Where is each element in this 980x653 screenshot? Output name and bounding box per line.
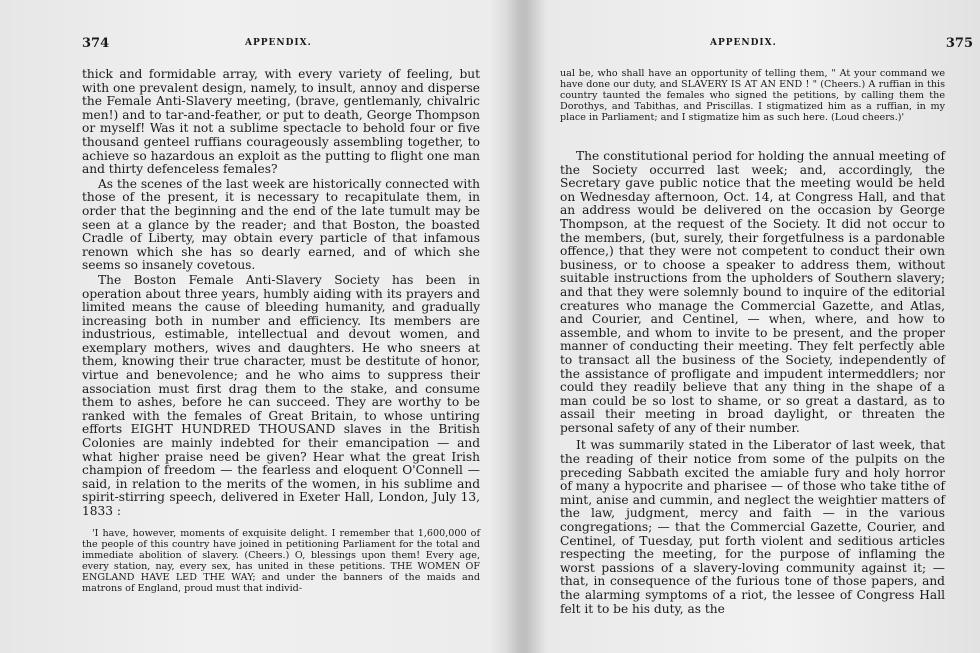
quote-text: 'I have, however, moments of exquisite delight. I remember that 1,600,000 of the people of this country have joined in petitioning Parliament for the total and immediate abolition of slavery. (Cheers.) O, blessings upon them! Every age, every station, nay, every sex, has united in these petitions. THE WOMEN OF ENGLAND HAVE LED THE WAY; and under the banners of the maids and matrons of England, proud must that individ- (82, 528, 480, 594)
running-head (60, 36, 480, 56)
running-head (560, 36, 973, 56)
right-body-text (560, 150, 945, 616)
left-page (60, 0, 480, 653)
running-head-title: APPENDIX. (245, 38, 312, 48)
paragraph: The constitutional period for holding the annual meeting of the Society occurred last week; and, accordingly, the Secretary gave public notice that the meeting would be held on Wednesday afternoon, Oct. 14, at Congress Hall, and that an address would be delivered on the occasion by George Thompson, at the request of the Society. It did not occur to the members, (but, surely, their forgetfulness is a pardonable offence,) that they were not competent to conduct their own business, or to choose a speaker to address them, without suitable instructions from the upholders of Southern slavery; and that they were solemnly bound to inquire of the editorial creatures who manage the Commercial Gazette, and Atlas, and Courier, and Centinel, — when, where, and how to assemble, and whom to invite to be present, and the proper manner of conducting their meeting. They felt perfectly able to transact all the business of the Society, independently of the assistance of profligate and impudent intermeddlers; nor could they readily believe that any thing in the shape of a man could be so lost to shame, or so great a dastard, as to assail their meeting in broad daylight, or threaten the personal safety of any of their number. (560, 149, 945, 435)
book-gutter (506, 0, 546, 653)
paragraph: As the scenes of the last week are historically connected with those of the present, it is necessary to recapitulate them, in order that the beginning and the end of the late tumult may be seen at a glance by the reader; and that Boston, the boasted Cradle of Liberty, may obtain every particle of that infamous renown which she has so dearly earned, and of which she seems so insanely covetous. (82, 176, 480, 273)
quote-text: ual be, who shall have an opportunity of telling them, " At your command we have done our duty, and SLAVERY IS AT AN END ! " (Cheers.) A ruffian in this country taunted the females who signed the petitions, by calling them the Dorothys, and Tabithas, and Priscillas. I stigmatized him as a ruffian, in my place in Parliament; and I stigmatize him as such here. (Loud cheers.)' (560, 68, 945, 123)
running-head-title: APPENDIX. (710, 38, 777, 48)
right-page (560, 0, 973, 653)
paragraph: It was summarily stated in the Liberator of last week, that the reading of their notice from some of the pulpits on the preceding Sabbath excited the amiable fury and holy horror of many a hypocrite and pharisee — of those who take tithe of mint, anise and cummin, and neglect the weightier matters of the law, judgment, mercy and faith — in the various congregations; — that the Commercial Gazette, Courier, and Centinel, of Tuesday, put forth violent and seditious articles respecting the meeting, for the purpose of inflaming the worst passions of a slavery-loving community against it; — that, in consequence of the furious tone of those papers, and the alarming symptoms of a riot, the lessee of Congress Hall felt it to be his duty, as the (560, 438, 945, 616)
page-number: 375 (945, 36, 973, 51)
paragraph: The Boston Female Anti-Slavery Society has been in operation about three years, humbly aiding with its prayers and limited means the cause of bleeding humanity, and gradually increasing both in number and efficiency. Its members are industrious, estimable, intellectual and devout women, and exemplary mothers, wives and daughters. He who sneers at them, knowing their true character, must be destitute of honor, virtue and benevolence; and he who aims to suppress their association must first drag them to the stake, and consume them to ashes, before he can succeed. They are worthy to be ranked with the females of Great Britain, to whose untiring efforts EIGHT HUNDRED THOUSAND slaves in the British Colonies are mainly indebted for their emancipation — and what higher praise need be given? Hear what the great Irish champion of freedom — the fearless and eloquent O'Connell — said, in relation to the merits of the women, in his sublime and spirit-stirring speech, delivered in Exeter Hall, London, July 13, 1833 : (82, 272, 480, 518)
block-quote (82, 528, 480, 594)
page-number: 374 (82, 36, 110, 51)
paragraph: thick and formidable array, with every variety of feeling, but with one prevalent design, namely, to insult, annoy and disperse the Female Anti-Slavery meeting, (brave, gentlemanly, chivalric men!) and to tar-and-feather, or put to death, George Thompson or myself! Was it not a sublime spectacle to behold four or five thousand genteel ruffians courageously assembling together, to achieve so hazardous an exploit as the putting to flight one man and thirty defenceless females? (82, 67, 480, 177)
block-quote (560, 68, 945, 123)
left-body-text (82, 68, 480, 519)
